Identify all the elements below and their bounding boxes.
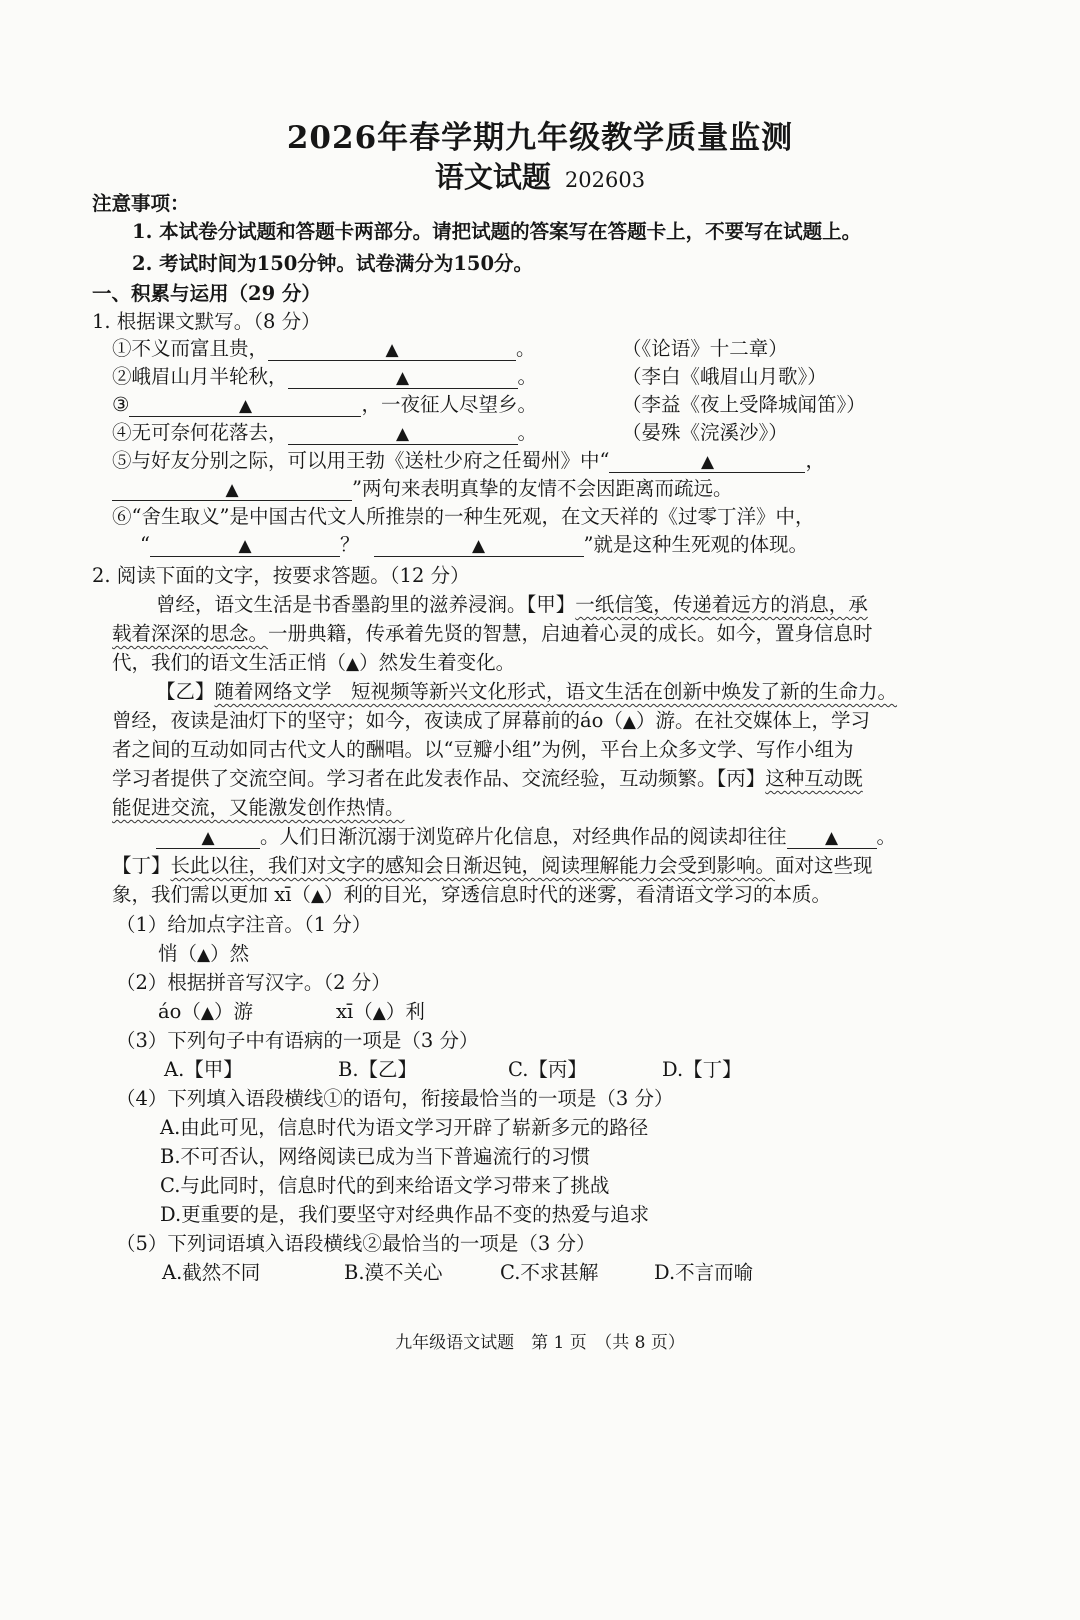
passage-text: 。人们日渐沉溺于浏览碎片化信息，对经典作品的阅读却往往: [260, 825, 787, 848]
answer-text: áo（: [158, 1000, 201, 1023]
passage-text: 面对这些现: [775, 854, 873, 877]
triangle-marker-icon: ▲: [201, 828, 215, 848]
passage-line: 者之间的互动如同古代文人的酬唱。以“豆瓣小组”为例，平台上众多文学、写作小组为: [112, 738, 854, 761]
option-b[interactable]: B.不可否认，网络阅读已成为当下普遍流行的习惯: [160, 1145, 591, 1168]
triangle-marker-icon: ▲: [238, 396, 253, 416]
passage-line: [112, 852, 873, 880]
option-c[interactable]: C.不求甚解: [500, 1261, 599, 1284]
answer-blank[interactable]: [288, 422, 518, 445]
q1-item-1-end: 。: [516, 337, 536, 360]
passage-line: [112, 620, 873, 648]
sentence-yi: 随着网络文学 短视频等新兴文化形式，语文生活在创新中焕发了新的生命力。: [214, 680, 898, 703]
triangle-marker-icon: ▲: [310, 886, 325, 906]
q1-item-3-prompt: ③: [112, 393, 130, 416]
passage-text: 曾经，语文生活是书香墨韵里的滋养浸润。【甲】: [156, 593, 576, 616]
passage-line: [112, 649, 515, 678]
passage-text: 象，我们需以更加 xī（: [112, 883, 311, 906]
answer-text: 悄（: [158, 942, 198, 965]
sub2-answer-a: [158, 998, 253, 1027]
q1-item-3-end: ，一夜征人尽望乡。: [361, 393, 537, 416]
notice-item-1: 1. 本试卷分试题和答题卡两部分。请把试题的答案写在答题卡上，不要写在试题上。: [132, 220, 862, 243]
q1-item-3-source: （李益《夜上受降城闻笛》）: [622, 393, 866, 416]
passage-line: [112, 765, 863, 793]
q1-item-2-source: （李白《峨眉山月歌》）: [622, 365, 827, 388]
q1-item-2: [112, 363, 537, 391]
q1-item-6: ⑥“舍生取义”是中国古代文人所推崇的一种生死观，在文天祥的《过零丁洋》中，: [112, 505, 815, 528]
passage-line: [112, 794, 405, 822]
triangle-marker-icon: ▲: [238, 536, 252, 556]
option-a[interactable]: A.由此可见，信息时代为语文学习开辟了崭新多元的路径: [160, 1116, 649, 1139]
sub-question-5: （5）下列词语填入语段横线②最恰当的一项是（3 分）: [116, 1232, 596, 1255]
sentence-jia-cont: 载着深深的思念。: [112, 622, 269, 645]
exam-code: 202603: [564, 168, 646, 192]
label-ding: 【丁】: [112, 854, 171, 877]
option-c[interactable]: C.与此同时，信息时代的到来给语文学习带来了挑战: [160, 1174, 610, 1197]
triangle-marker-icon: ▲: [197, 945, 211, 965]
option-a[interactable]: A.截然不同: [162, 1261, 261, 1284]
triangle-marker-icon: ▲: [372, 1003, 386, 1023]
question-mark: ？: [339, 533, 360, 556]
option-c[interactable]: C.【丙】: [508, 1058, 587, 1081]
passage-text: 曾经，夜读是油灯下的坚守；如今，夜读成了屏幕前的áo（: [112, 709, 623, 732]
triangle-marker-icon: ▲: [824, 828, 839, 848]
passage-text: 学习者提供了交流空间。学习者在此发表作品、交流经验，互动频繁。【丙】: [112, 767, 766, 790]
triangle-marker-icon: ▲: [200, 1003, 214, 1023]
q2-stem: 2. 阅读下面的文字，按要求答题。（12 分）: [92, 564, 470, 587]
q1-item-3: [112, 391, 537, 419]
open-quote: “: [140, 533, 150, 556]
exam-title: 2026年春学期九年级教学质量监测: [286, 120, 794, 156]
passage-text: ）利的目光，穿透信息时代的迷雾，看清语文学习的本质。: [324, 883, 832, 906]
q1-item-4-end: 。: [517, 421, 538, 444]
triangle-marker-icon: ▲: [395, 424, 410, 444]
q1-item-1-prompt: ①不义而富且贵，: [112, 337, 269, 360]
sub-question-3: （3）下列句子中有语病的一项是（3 分）: [116, 1029, 479, 1052]
answer-blank[interactable]: [150, 534, 340, 557]
q1-item-4-source: （晏殊《浣溪沙》）: [622, 421, 788, 444]
passage-line: [112, 707, 870, 736]
q1-item-1-source: （《论语》十二章）: [622, 337, 788, 360]
passage-blank-2[interactable]: [787, 826, 877, 849]
q1-item-4: [112, 419, 537, 447]
sub-question-4: （4）下列填入语段横线①的语句，衔接最恰当的一项是（3 分）: [116, 1087, 674, 1110]
passage-text: 代，我们的语文生活正悄（: [112, 651, 347, 674]
answer-text: ）游: [213, 1000, 253, 1023]
notice-item-2: 2. 考试时间为150分钟。试卷满分为150分。: [132, 252, 534, 275]
passage-blank-1[interactable]: [156, 826, 260, 849]
triangle-marker-icon: ▲: [385, 340, 399, 360]
answer-text: ）然: [210, 942, 250, 965]
option-d[interactable]: D.更重要的是，我们要坚守对经典作品不变的热爱与追求: [160, 1203, 650, 1226]
option-b[interactable]: B.漠不关心: [344, 1261, 443, 1284]
sub2-answer-b: [336, 998, 425, 1027]
option-d[interactable]: D.不言而喻: [654, 1261, 754, 1284]
q1-item-5-cont: [112, 475, 732, 503]
q1-item-6-end: ”就是这种生死观的体现。: [583, 533, 808, 556]
answer-blank[interactable]: [288, 366, 518, 389]
q1-item-4-prompt: ④无可奈何花落去，: [112, 421, 288, 444]
answer-blank[interactable]: [129, 394, 361, 417]
triangle-marker-icon: ▲: [225, 480, 239, 500]
q1-item-1: [112, 335, 536, 363]
sentence-jia: 一纸信笺，传递着远方的消息，承: [575, 593, 868, 616]
q1-item-5-end: ”两句来表明真挚的友情不会因距离而疏远。: [352, 477, 733, 500]
triangle-marker-icon: ▲: [471, 536, 486, 556]
q1-item-5-comma: ，: [805, 449, 825, 472]
q1-item-6-cont: [140, 531, 808, 559]
sub1-answer: [158, 940, 249, 969]
sentence-bing: 这种互动既: [765, 767, 863, 790]
passage-line: [112, 881, 831, 910]
passage-text: ）游。在社交媒体上，学习: [635, 709, 870, 732]
answer-blank[interactable]: [609, 450, 805, 473]
passage-text: ）然发生着变化。: [359, 651, 516, 674]
passage-line: [156, 678, 897, 706]
passage-line: [156, 823, 896, 851]
q1-item-5: [112, 447, 825, 475]
q1-item-2-prompt: ②峨眉山月半轮秋，: [112, 365, 288, 388]
notice-label: 注意事项：: [92, 192, 190, 215]
q1-item-2-end: 。: [517, 365, 538, 388]
triangle-marker-icon: ▲: [346, 654, 360, 674]
sub-question-2: （2）根据拼音写汉字。（2 分）: [116, 971, 391, 994]
triangle-marker-icon: ▲: [700, 452, 715, 472]
passage-text: 。: [876, 825, 897, 848]
label-yi: 【乙】: [156, 680, 215, 703]
answer-text: xī（: [336, 1000, 373, 1023]
q1-stem: 1. 根据课文默写。（8 分）: [92, 310, 321, 333]
option-b[interactable]: B.【乙】: [338, 1058, 418, 1081]
section-heading: 一、积累与运用（29 分）: [92, 282, 321, 305]
passage-text: 一册典籍，传承着先贤的智慧，启迪着心灵的成长。如今，置身信息时: [268, 622, 873, 645]
answer-blank[interactable]: [374, 534, 584, 557]
option-d[interactable]: D.【丁】: [662, 1058, 742, 1081]
triangle-marker-icon: ▲: [395, 368, 410, 388]
sub-question-1: （1）给加点字注音。（1 分）: [116, 913, 372, 936]
answer-blank[interactable]: [268, 338, 516, 361]
option-a[interactable]: A.【甲】: [164, 1058, 243, 1081]
sentence-bing-cont: 能促进交流，又能激发创作热情。: [112, 796, 405, 819]
passage-line: [156, 591, 868, 619]
answer-text: ）利: [385, 1000, 425, 1023]
page-footer: 九年级语文试题 第 1 页 （共 8 页）: [395, 1333, 685, 1353]
subject-title: 语文试题: [434, 160, 551, 194]
sentence-ding: 长此以往，我们对文字的感知会日渐迟钝，阅读理解能力会受到影响。: [170, 854, 776, 877]
q1-item-5-prompt: ⑤与好友分别之际，可以用王勃《送杜少府之任蜀州》中“: [112, 449, 610, 472]
answer-blank[interactable]: [112, 478, 352, 501]
triangle-marker-icon: ▲: [622, 712, 636, 732]
